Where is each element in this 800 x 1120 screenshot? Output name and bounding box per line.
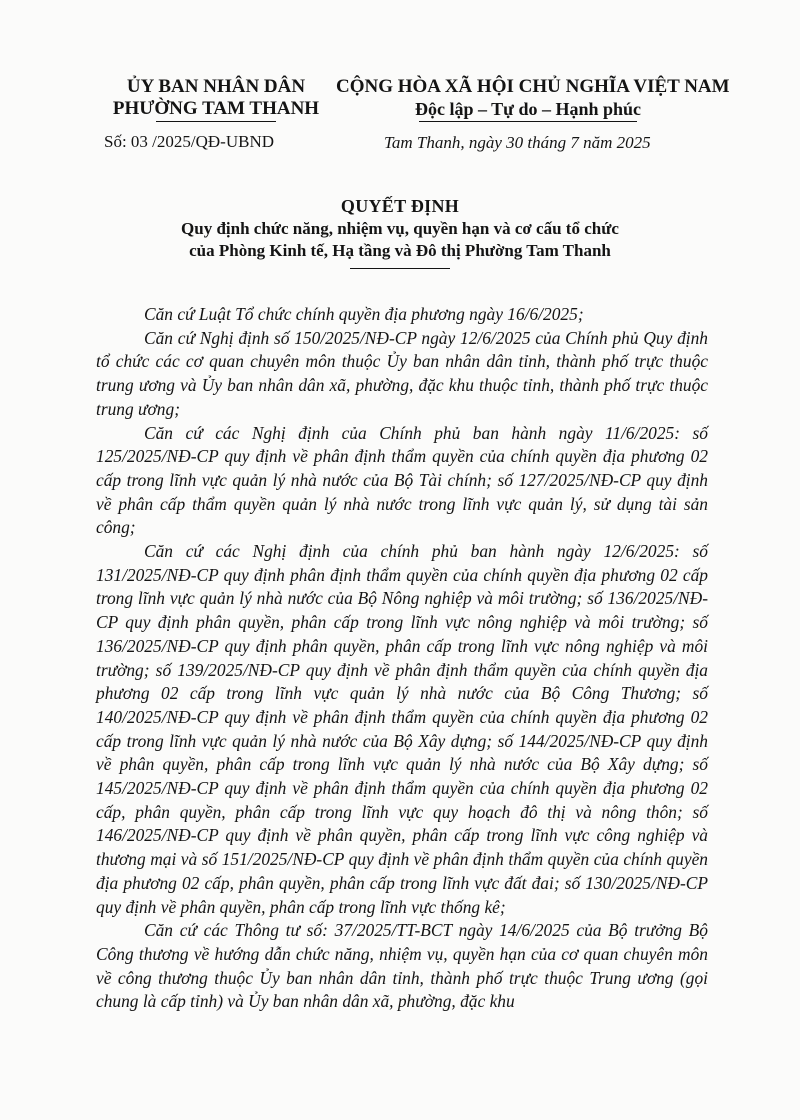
place-date: Tam Thanh, ngày 30 tháng 7 năm 2025	[384, 133, 651, 152]
legal-basis-paragraph: Căn cứ Luật Tổ chức chính quyền địa phương ngày 16/6/2025;	[144, 304, 584, 324]
document-type: QUYẾT ĐỊNH	[340, 196, 460, 216]
motto-underline	[419, 121, 637, 122]
issuing-agency	[102, 76, 330, 122]
country-name: CỘNG HÒA XÃ HỘI CHỦ NGHĨA VIỆT NAM	[336, 76, 730, 97]
document-body	[96, 303, 708, 1014]
document-subject-line-2: của Phòng Kinh tế, Hạ tầng và Đô thị Phường Tam Thanh	[189, 241, 611, 260]
agency-line-2: PHƯỜNG TAM THANH	[112, 98, 320, 119]
legal-basis-paragraph: Căn cứ các Thông tư số: 37/2025/TT-BCT ngày 14/6/2025 của Bộ trưởng Bộ Công thương về hướng dẫn chức năng, nhiệm vụ, quyền hạn của cơ quan chuyên môn về công thương thuộc Ủy ban nhân dân tỉnh, thành phố trực thuộc Trung ương (gọi chung là cấp tỉnh) và Ủy ban nhân dân xã, phường, đặc khu	[96, 920, 708, 1012]
document-subject-line-1: Quy định chức năng, nhiệm vụ, quyền hạn và cơ cấu tổ chức	[181, 219, 619, 238]
agency-line-1: ỦY BAN NHÂN DÂN	[126, 76, 306, 97]
document-title-block	[60, 194, 740, 269]
document-number: Số: 03 /2025/QĐ-UBND	[104, 132, 275, 151]
legal-basis-paragraph: Căn cứ các Nghị định của chính phủ ban hành ngày 12/6/2025: số 131/2025/NĐ-CP quy định phân định thẩm quyền của chính quyền địa phương 02 cấp trong lĩnh vực quản lý nhà nước của Bộ Nông nghiệp và môi trường; số 136/2025/NĐ-CP quy định phân quyền, phân cấp trong lĩnh vực nông nghiệp và môi trường; số 136/2025/NĐ-CP quy định phân quyền, phân cấp trong lĩnh vực nông nghiệp và môi trường; số 139/2025/NĐ-CP quy định về phân định thẩm quyền của chính quyền địa phương 02 cấp trong lĩnh vực quản lý nhà nước của Bộ Công Thương; số 140/2025/NĐ-CP quy định về phân định thẩm quyền của chính quyền địa phương 02 cấp trong lĩnh vực quản lý nhà nước của Bộ Xây dựng; số 144/2025/NĐ-CP quy định về phân quyền, phân cấp trong lĩnh vực quản lý nhà nước của Bộ Xây dựng; số 145/2025/NĐ-CP quy định về phân định thẩm quyền của chính quyền địa phương 02 cấp, phân quyền, phân cấp trong lĩnh vực quy hoạch đô thị và nông thôn; số 146/2025/NĐ-CP quy định về phân quyền, phân cấp trong lĩnh vực công nghiệp và thương mại và số 151/2025/NĐ-CP quy định về phân định thẩm quyền của chính quyền địa phương 02 cấp, phân quyền, phân cấp trong lĩnh vực đất đai; số 130/2025/NĐ-CP quy định về phân quyền, phân cấp trong lĩnh vực thống kê;	[96, 541, 708, 917]
national-title	[336, 76, 730, 122]
national-motto: Độc lập – Tự do – Hạnh phúc	[414, 99, 642, 119]
document-header	[0, 76, 800, 166]
legal-basis-paragraph: Căn cứ các Nghị định của Chính phủ ban hành ngày 11/6/2025: số 125/2025/NĐ-CP quy định về phân định thẩm quyền của chính quyền địa phương 02 cấp trong lĩnh vực quản lý nhà nước của Bộ Tài chính; số 127/2025/NĐ-CP quy định về phân cấp thẩm quyền quản lý nhà nước trong lĩnh vực quản lý, sử dụng tài sản công;	[96, 422, 708, 538]
legal-basis-paragraph: Căn cứ Nghị định số 150/2025/NĐ-CP ngày 12/6/2025 của Chính phủ Quy định tổ chức các cơ quan chuyên môn thuộc Ủy ban nhân dân tỉnh, thành phố trực thuộc trung ương và Ủy ban nhân dân xã, phường, đặc khu thuộc tỉnh, thành phố trực thuộc trung ương;	[96, 327, 708, 419]
agency-underline	[156, 121, 276, 122]
title-underline	[350, 268, 450, 269]
